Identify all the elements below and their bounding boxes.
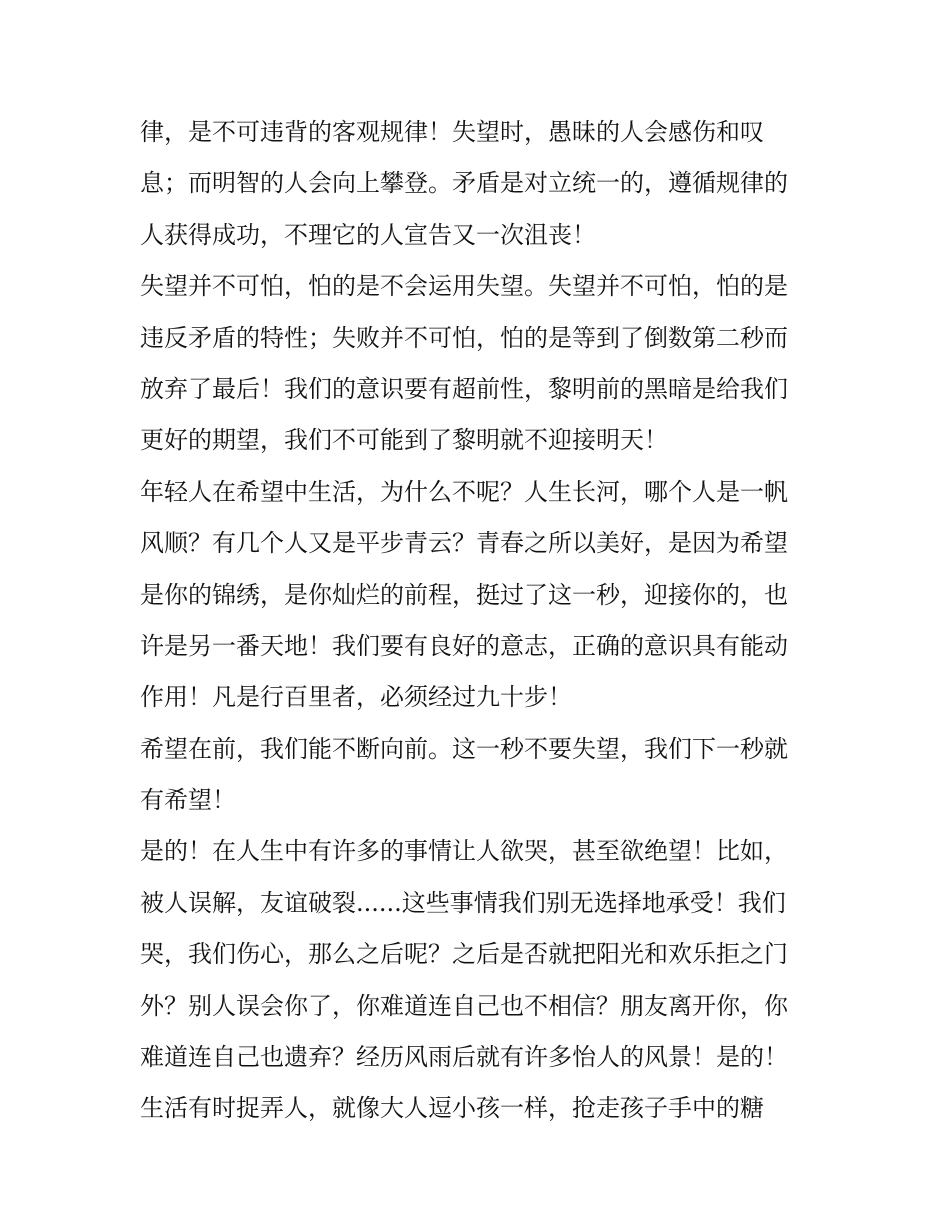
text-line: 哭，我们伤心，那么之后呢？之后是否就把阳光和欢乐拒之门 — [140, 940, 788, 969]
text-line: 违反矛盾的特性；失败并不可怕，怕的是等到了倒数第二秒而 — [140, 323, 788, 352]
text-line: 失望并不可怕，怕的是不会运用失望。失望并不可怕，怕的是 — [140, 272, 788, 301]
text-line: 更好的期望，我们不可能到了黎明就不迎接明天！ — [140, 426, 668, 455]
text-line: 希望在前，我们能不断向前。这一秒不要失望，我们下一秒就 — [140, 734, 788, 763]
text-line: 外？别人误会你了，你难道连自己也不相信？朋友离开你，你 — [140, 991, 788, 1020]
text-line: 人获得成功，不理它的人宣告又一次沮丧！ — [140, 220, 596, 249]
text-line: 是你的锦绣，是你灿烂的前程，挺过了这一秒，迎接你的，也 — [140, 580, 788, 609]
text-line: 生活有时捉弄人，就像大人逗小孩一样，抢走孩子手中的糖 — [140, 1094, 764, 1123]
text-line: 风顺？有几个人又是平步青云？青春之所以美好，是因为希望 — [140, 529, 788, 558]
document-body — [140, 107, 820, 1135]
text-line: 许是另一番天地！我们要有良好的意志，正确的意识具有能动 — [140, 631, 788, 660]
text-line: 是的！在人生中有许多的事情让人欲哭，甚至欲绝望！比如， — [140, 837, 788, 866]
text-line: 放弃了最后！我们的意识要有超前性，黎明前的黑暗是给我们 — [140, 374, 788, 403]
text-line: 年轻人在希望中生活，为什么不呢？人生长河，哪个人是一帆 — [140, 477, 788, 506]
text-line: 有希望！ — [140, 786, 236, 815]
text-line: 被人误解，友谊破裂......这些事情我们别无选择地承受！我们 — [140, 888, 786, 917]
text-line: 作用！凡是行百里者，必须经过九十步！ — [140, 683, 572, 712]
text-line: 难道连自己也遗弃？经历风雨后就有许多怡人的风景！是的！ — [140, 1043, 788, 1072]
text-line: 律，是不可违背的客观规律！失望时，愚昧的人会感伤和叹 — [140, 118, 764, 146]
text-line: 息；而明智的人会向上攀登。矛盾是对立统一的，遵循规律的 — [140, 169, 788, 198]
